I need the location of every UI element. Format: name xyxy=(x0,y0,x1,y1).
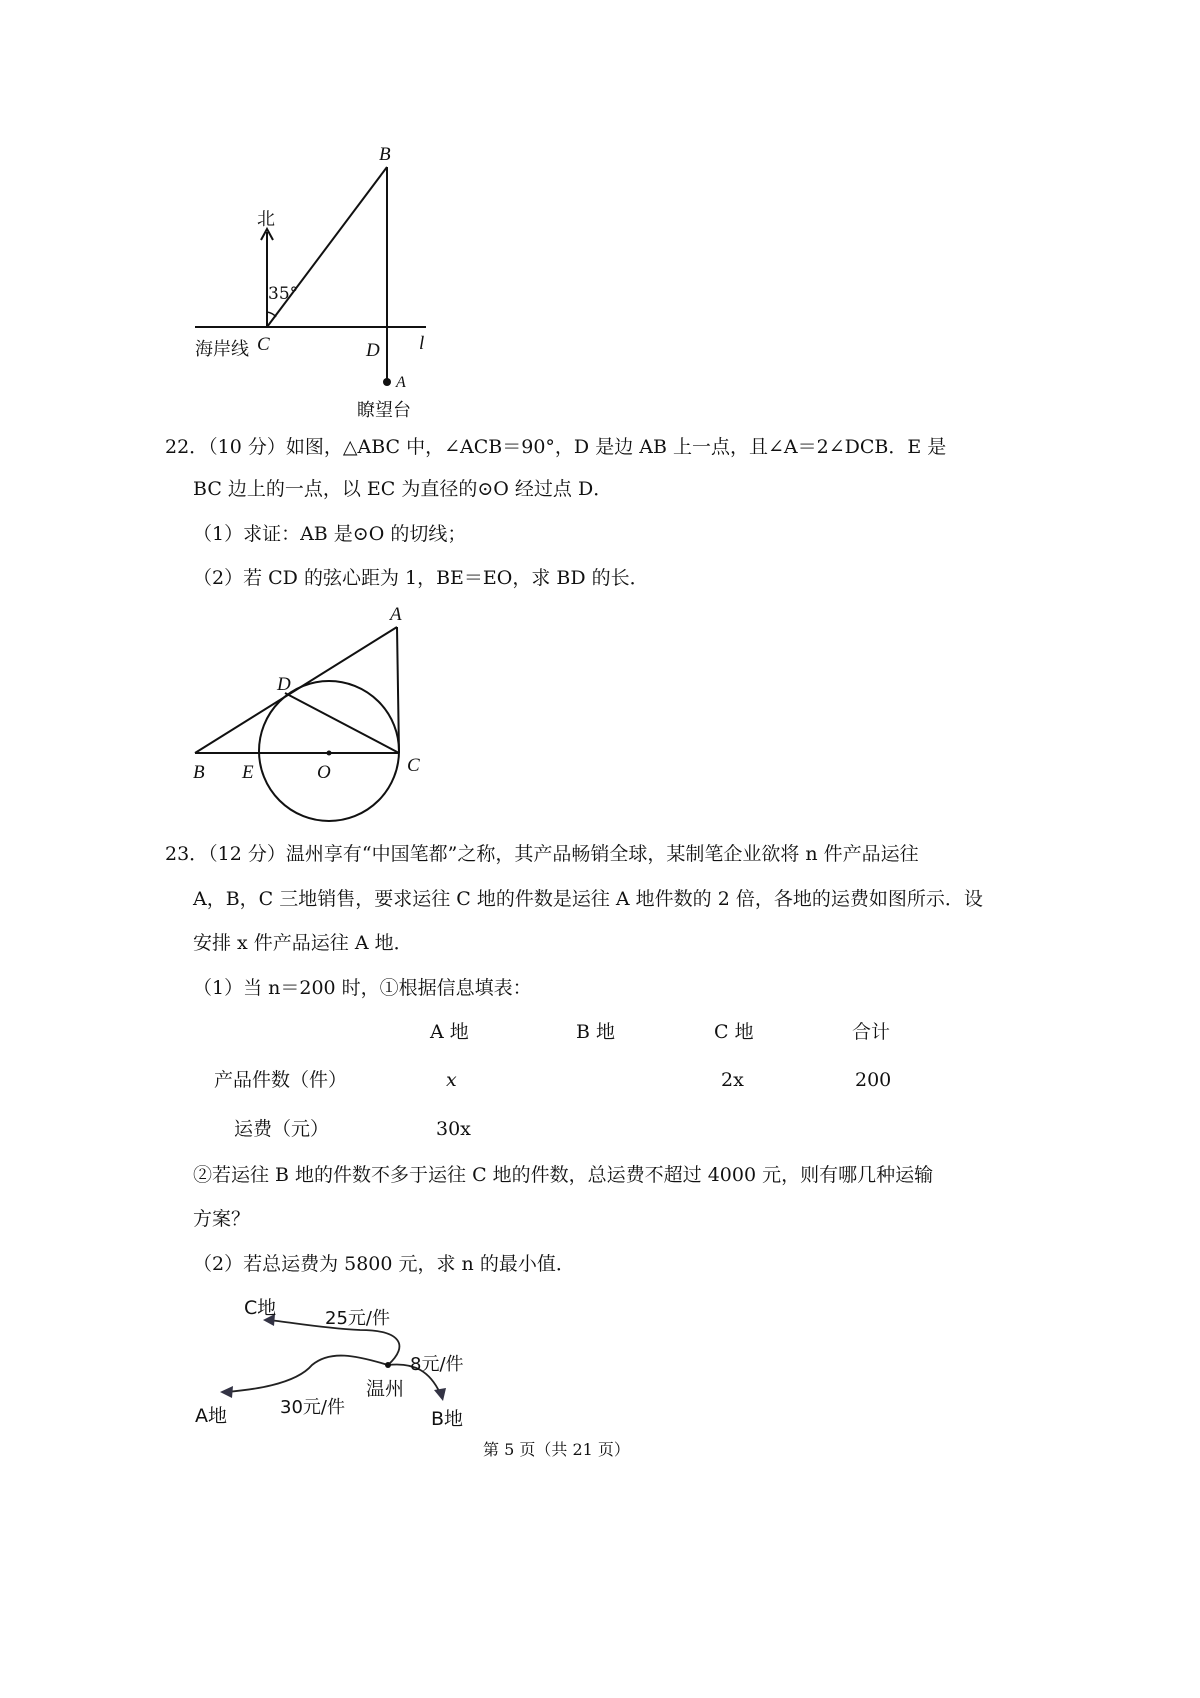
q23-line3: 安排 x 件产品运往 A 地． xyxy=(193,932,413,954)
fig1-label-B: B xyxy=(379,144,391,165)
q23-part2: （2）若总运费为 5800 元，求 n 的最小值． xyxy=(193,1253,575,1275)
page-footer: 第 5 页（共 21 页） xyxy=(483,1440,630,1459)
q22-part2: （2）若 CD 的弦心距为 1，BE＝EO，求 BD 的长． xyxy=(193,567,649,589)
fig3-label-wenzhou: 温州 xyxy=(366,1378,405,1400)
q23-line2: A，B，C 三地销售，要求运往 C 地的件数是运往 A 地件数的 2 倍，各地的运费如图所示．设 xyxy=(193,888,983,910)
route-to-B-arrowhead xyxy=(434,1388,446,1401)
table-header-total: 合计 xyxy=(852,1021,891,1043)
table-row1-C: 2x xyxy=(721,1069,744,1091)
fig1-label-l: l xyxy=(419,333,425,354)
fig1-label-tower: 瞭望台 xyxy=(357,400,411,421)
fig1-label-angle: 35° xyxy=(268,284,299,304)
fig3-label-8: 8元/件 xyxy=(410,1354,464,1375)
fig1-label-coast: 海岸线 xyxy=(195,339,249,360)
q23-line1: 23．（12 分）温州享有“中国笔都”之称，其产品畅销全球，某制笔企业欲将 n 件产品运往 xyxy=(165,843,919,865)
fig2-label-D: D xyxy=(277,674,291,695)
fig3-label-30: 30元/件 xyxy=(280,1397,345,1418)
fig2-label-A: A xyxy=(390,604,402,625)
q22-line2: BC 边上的一点，以 EC 为直径的⊙O 经过点 D． xyxy=(193,478,613,500)
fig2-label-C: C xyxy=(407,755,420,776)
table-row1-total: 200 xyxy=(855,1069,892,1091)
fig3-label-C: C地 xyxy=(244,1297,277,1319)
route-to-A-arrowhead xyxy=(220,1386,233,1398)
wenzhou-dot xyxy=(385,1362,391,1368)
fig3-label-A: A地 xyxy=(195,1405,227,1427)
fig3-label-25: 25元/件 xyxy=(325,1308,390,1329)
fig2-label-O: O xyxy=(317,762,331,783)
fig1-label-D: D xyxy=(366,340,380,361)
q22-line1: 22．（10 分）如图，△ABC 中，∠ACB＝90°，D 是边 AB 上一点，且∠A＝2∠DCB．E 是 xyxy=(165,436,947,458)
q22-part1: （1）求证：AB 是⊙O 的切线； xyxy=(193,523,467,545)
table-row2-label: 运费（元） xyxy=(234,1118,330,1140)
fig1-label-A: A xyxy=(396,374,406,391)
table-header-B: B 地 xyxy=(576,1021,616,1043)
fig1-label-C: C xyxy=(257,334,270,355)
route-to-A xyxy=(226,1356,388,1392)
table-header-A: A 地 xyxy=(430,1021,469,1043)
table-row2-A: 30x xyxy=(436,1118,471,1140)
table-header-C: C 地 xyxy=(714,1021,754,1043)
fig2-label-B: B xyxy=(193,762,205,783)
table-row1-A: x xyxy=(446,1069,457,1091)
table-row1-label: 产品件数（件） xyxy=(214,1069,348,1091)
q23-part1b-line1: ②若运往 B 地的件数不多于运往 C 地的件数，总运费不超过 4000 元，则有哪几种运输 xyxy=(193,1164,934,1186)
q23-part1b-line2: 方案？ xyxy=(193,1208,251,1230)
q23-part1: （1）当 n＝200 时，①根据信息填表： xyxy=(193,977,532,999)
fig1-label-north: 北 xyxy=(257,209,275,230)
fig2-label-E: E xyxy=(242,762,254,783)
fig3-label-B: B地 xyxy=(431,1408,464,1430)
